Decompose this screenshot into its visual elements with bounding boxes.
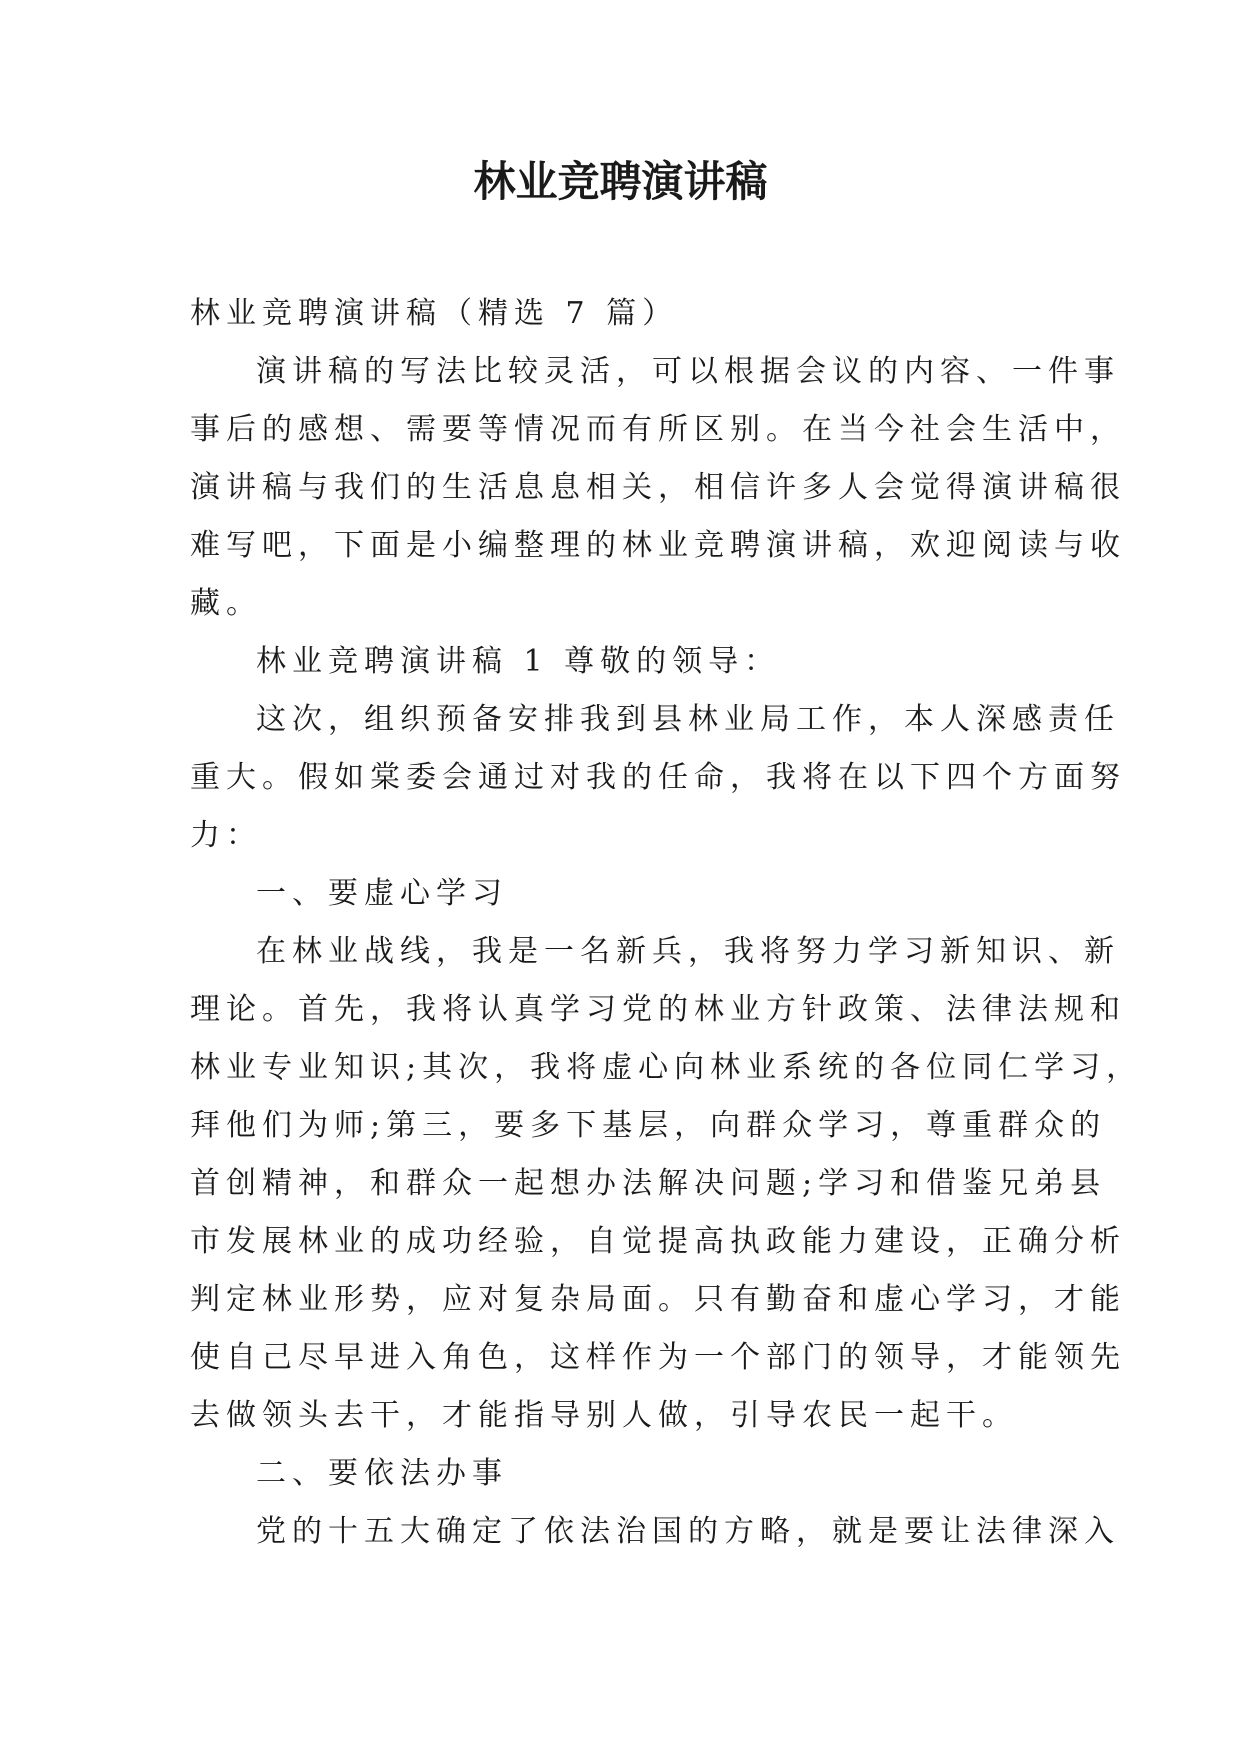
text-line: 重大。假如棠委会通过对我的任命，我将在以下四个方面努 xyxy=(190,760,1126,795)
text-line: 藏。 xyxy=(190,586,262,621)
text-line: 首创精神，和群众一起想办法解决问题;学习和借鉴兄弟县 xyxy=(190,1166,1107,1201)
text-line: 林业专业知识;其次，我将虚心向林业系统的各位同仁学习， xyxy=(190,1050,1143,1085)
text-line: 在林业战线，我是一名新兵，我将努力学习新知识、新 xyxy=(256,934,1120,969)
text-line: 拜他们为师;第三，要多下基层，向群众学习，尊重群众的 xyxy=(190,1108,1107,1143)
text-line: 这次，组织预备安排我到县林业局工作，本人深感责任 xyxy=(256,702,1120,737)
text-line: 市发展林业的成功经验，自觉提高执政能力建设，正确分析 xyxy=(190,1224,1126,1259)
text-line: 林业竞聘演讲稿 1 尊敬的领导： xyxy=(256,644,781,679)
text-line: 判定林业形势，应对复杂局面。只有勤奋和虚心学习，才能 xyxy=(190,1282,1126,1317)
text-line: 理论。首先，我将认真学习党的林业方针政策、法律法规和 xyxy=(190,992,1126,1027)
text-line: 使自己尽早进入角色，这样作为一个部门的领导，才能领先 xyxy=(190,1340,1126,1375)
text-line: 一、要虚心学习 xyxy=(256,876,508,911)
text-line: 难写吧，下面是小编整理的林业竞聘演讲稿，欢迎阅读与收 xyxy=(190,528,1126,563)
text-line: 事后的感想、需要等情况而有所区别。在当今社会生活中， xyxy=(190,412,1126,447)
text-line: 演讲稿与我们的生活息息相关，相信许多人会觉得演讲稿很 xyxy=(190,470,1126,505)
text-line: 力： xyxy=(190,818,262,853)
text-line: 二、要依法办事 xyxy=(256,1456,508,1491)
text-line: 演讲稿的写法比较灵活，可以根据会议的内容、一件事 xyxy=(256,354,1120,389)
document-title: 林业竞聘演讲稿 xyxy=(473,157,768,206)
document-body xyxy=(190,285,1143,1561)
text-line: 林业竞聘演讲稿（精选 7 篇） xyxy=(190,296,679,331)
text-line: 去做领头去干，才能指导别人做，引导农民一起干。 xyxy=(190,1398,1018,1433)
text-line: 党的十五大确定了依法治国的方略，就是要让法律深入 xyxy=(256,1514,1120,1549)
